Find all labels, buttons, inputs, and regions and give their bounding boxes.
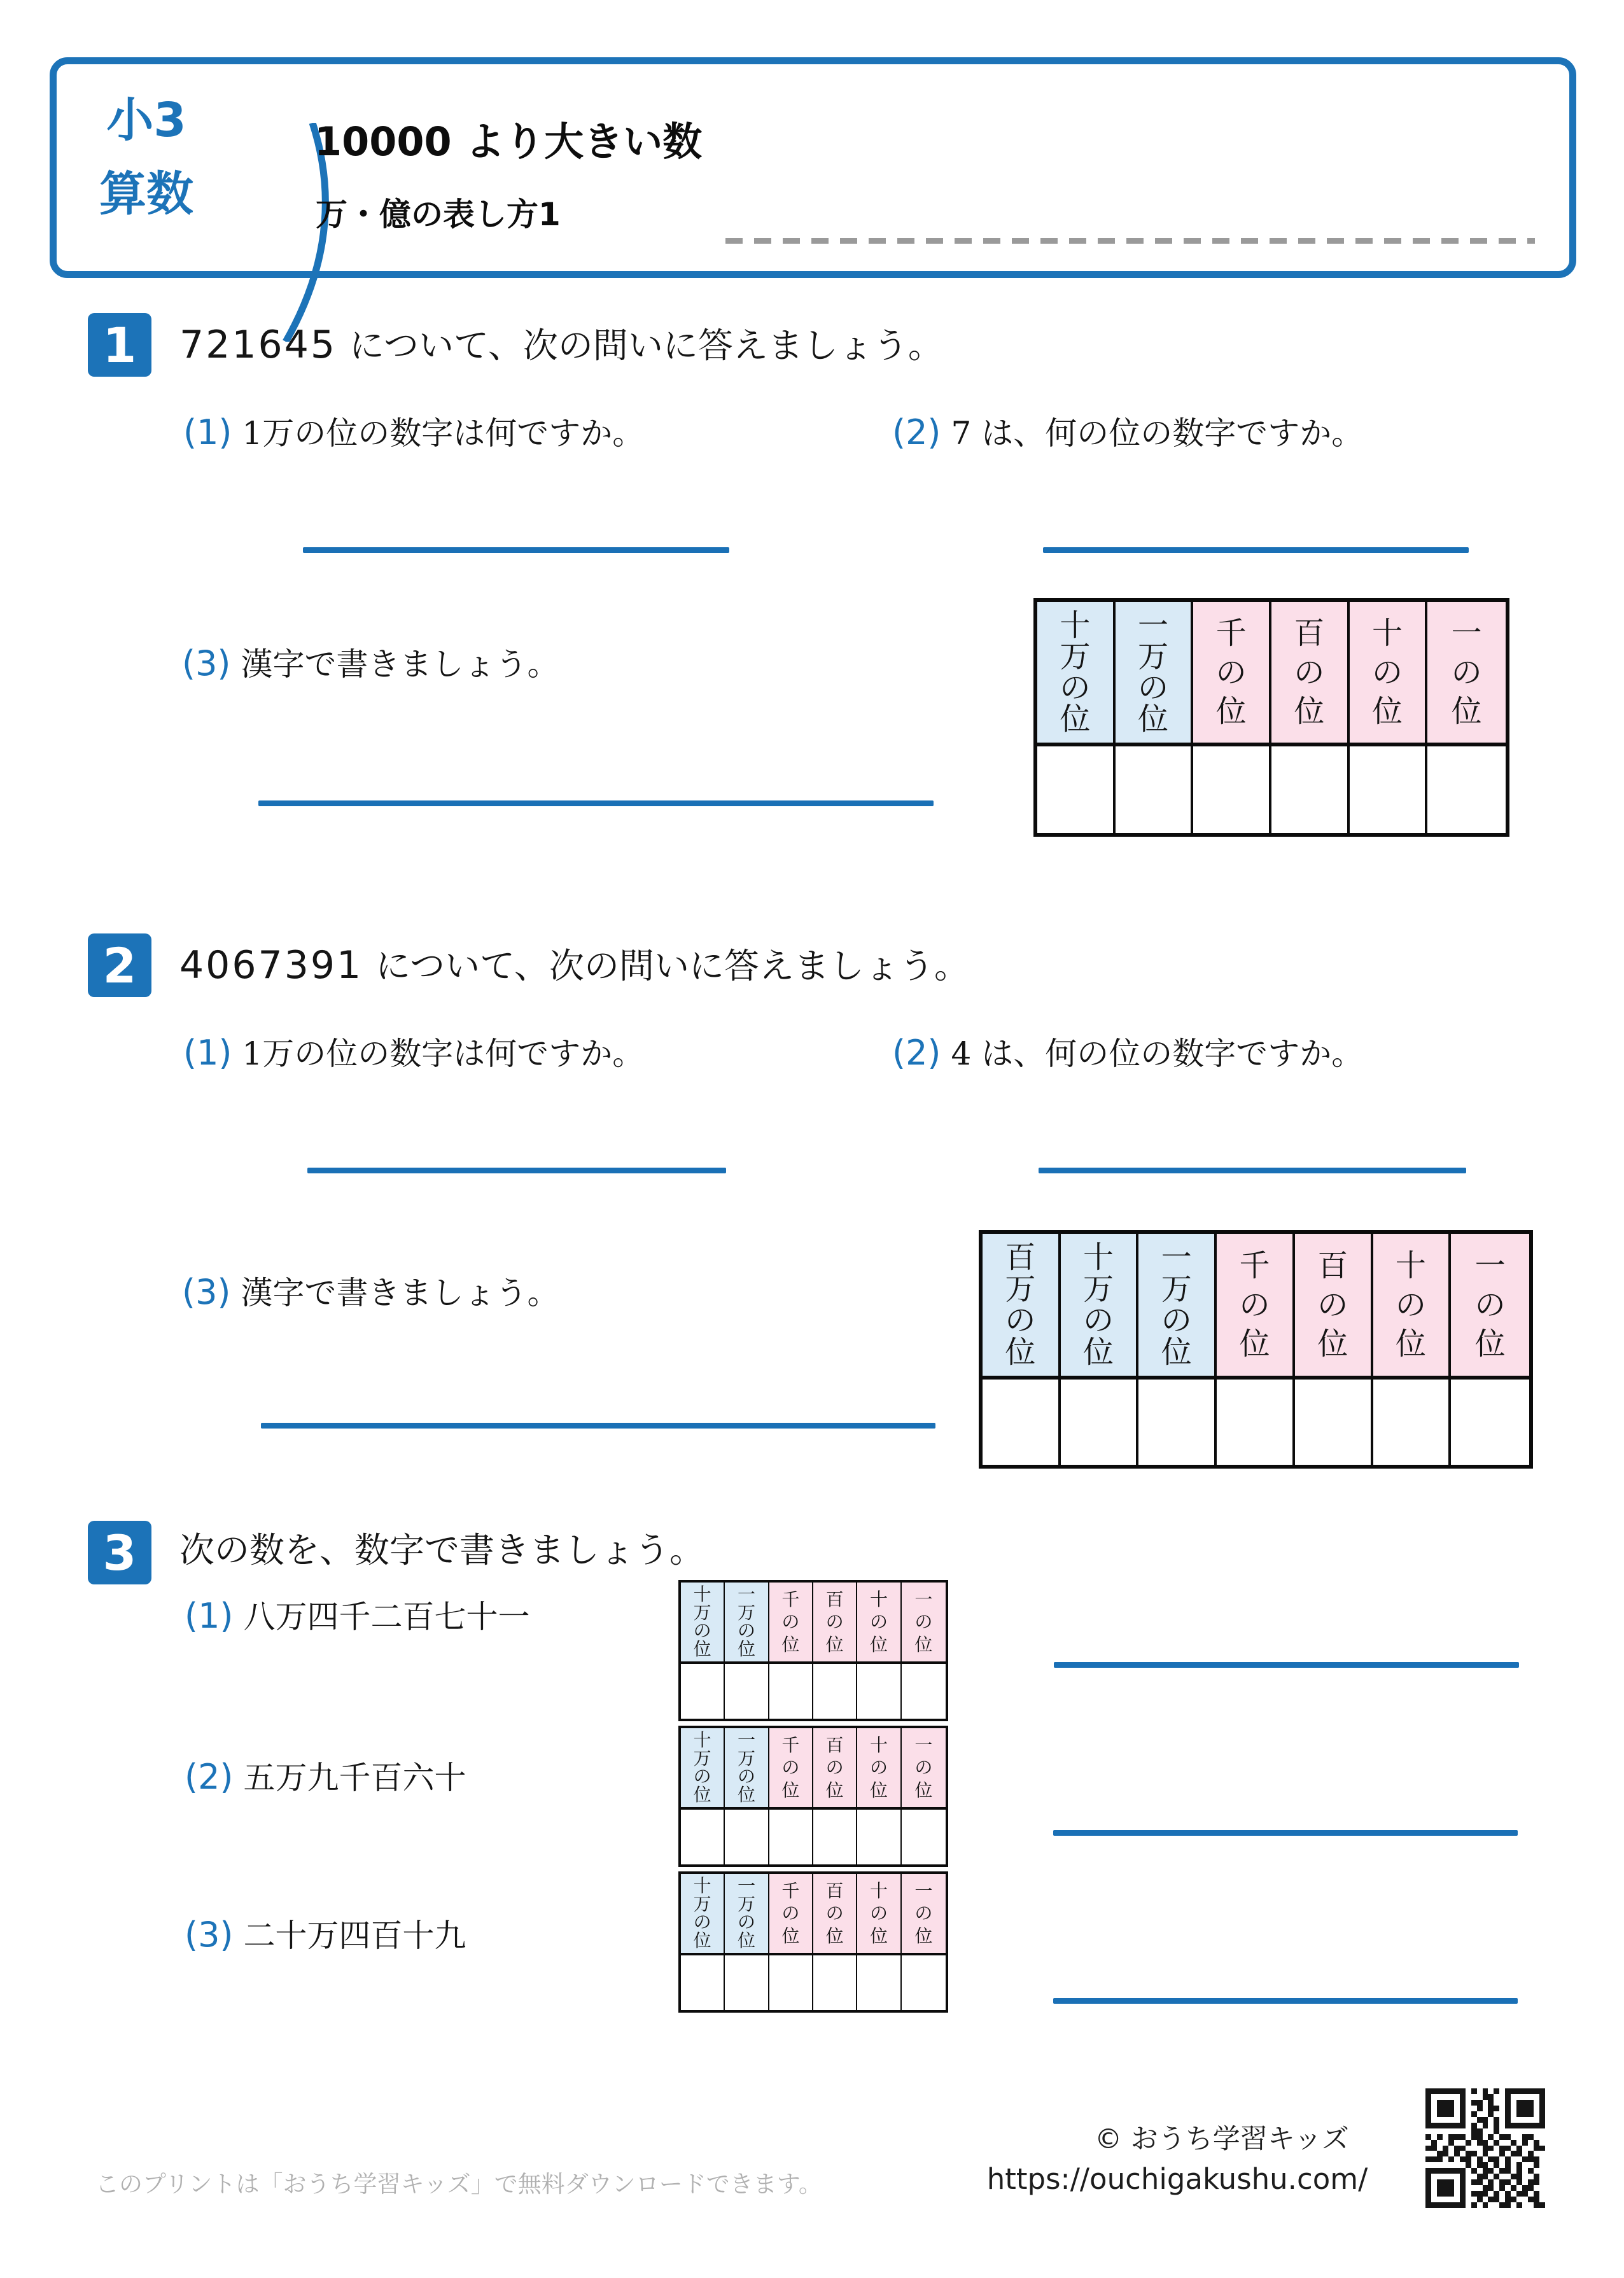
- place-answer-cell[interactable]: [813, 1664, 857, 1719]
- question-1-1: [183, 409, 644, 457]
- place-answer-cell[interactable]: [1427, 746, 1506, 833]
- question-1-3: [182, 639, 559, 688]
- place-header-cell: 千 の 位: [1193, 602, 1271, 746]
- place-header-cell: 十 万 の 位: [681, 1728, 725, 1810]
- question-1-3-label: (3): [182, 643, 231, 683]
- place-header-cell: 百 の 位: [813, 1728, 857, 1810]
- place-value-table-3-2: [678, 1726, 948, 1867]
- place-answer-cell[interactable]: [983, 1380, 1061, 1465]
- question-1-1-text: 1万の位の数字は何ですか。: [242, 415, 645, 452]
- question-3-1: [185, 1592, 530, 1640]
- place-answer-cell[interactable]: [1138, 1380, 1217, 1465]
- answer-line-3-2[interactable]: [1053, 1830, 1518, 1836]
- place-header-cell: 一 の 位: [902, 1583, 946, 1664]
- place-answer-cell[interactable]: [725, 1810, 769, 1864]
- subject-label: 算数: [99, 167, 193, 221]
- question-2-3: [182, 1268, 559, 1317]
- place-answer-cell[interactable]: [857, 1664, 901, 1719]
- problem-3-heading: [179, 1528, 704, 1572]
- problem-2-number: 4067391: [179, 943, 363, 988]
- question-2-2: [892, 1029, 1363, 1077]
- problem-1-badge: 1: [88, 313, 151, 377]
- problem-1-heading: [179, 321, 943, 369]
- question-2-3-label: (3): [182, 1272, 231, 1312]
- footer-note: このプリントは「おうち学習キッズ」で無料ダウンロードできます。: [95, 2170, 822, 2198]
- place-header-cell: 十 万 の 位: [681, 1874, 725, 1955]
- place-answer-cell[interactable]: [902, 1955, 946, 2010]
- problem-2-badge: 2: [88, 933, 151, 997]
- place-answer-cell[interactable]: [1037, 746, 1116, 833]
- answer-line-2-2[interactable]: [1039, 1168, 1466, 1173]
- answer-line-1-3[interactable]: [258, 800, 934, 806]
- question-3-2-text: 五万九千百六十: [243, 1759, 466, 1796]
- place-header-cell: 一 の 位: [1427, 602, 1506, 746]
- answer-line-1-1[interactable]: [303, 547, 729, 553]
- place-answer-cell[interactable]: [681, 1955, 725, 2010]
- question-3-1-label: (1): [185, 1596, 234, 1636]
- qr-code-image: [1425, 2088, 1545, 2208]
- place-header-cell: 百 の 位: [1295, 1234, 1373, 1380]
- place-header-cell: 千 の 位: [1217, 1234, 1295, 1380]
- question-3-2-label: (2): [185, 1757, 234, 1797]
- place-header-cell: 百 の 位: [1271, 602, 1350, 746]
- place-header-cell: 十 万 の 位: [681, 1583, 725, 1664]
- place-header-cell: 百 万 の 位: [983, 1234, 1061, 1380]
- place-answer-cell[interactable]: [1193, 746, 1271, 833]
- worksheet-header-box: [50, 57, 1576, 278]
- question-1-2: [892, 409, 1363, 457]
- place-header-cell: 一 万 の 位: [1116, 602, 1194, 746]
- question-3-2: [185, 1753, 466, 1801]
- question-2-2-text: 4 は、何の位の数字ですか。: [951, 1035, 1364, 1072]
- problem-3-heading-text: 次の数を、数字で書きましょう。: [179, 1530, 705, 1570]
- place-value-table-3-1: [678, 1580, 948, 1721]
- question-3-1-text: 八万四千二百七十一: [243, 1598, 530, 1635]
- place-answer-cell[interactable]: [1295, 1380, 1373, 1465]
- place-header-cell: 十 万 の 位: [1037, 602, 1116, 746]
- question-2-1-text: 1万の位の数字は何ですか。: [242, 1035, 645, 1072]
- question-1-3-text: 漢字で書きましょう。: [241, 646, 559, 683]
- place-answer-cell[interactable]: [857, 1955, 901, 2010]
- question-2-3-text: 漢字で書きましょう。: [241, 1275, 559, 1311]
- place-value-table-3-3: [678, 1871, 948, 2013]
- question-2-1-label: (1): [183, 1033, 232, 1073]
- answer-line-3-1[interactable]: [1054, 1662, 1519, 1668]
- place-answer-cell[interactable]: [813, 1810, 857, 1864]
- place-answer-cell[interactable]: [769, 1955, 813, 2010]
- place-answer-cell[interactable]: [725, 1955, 769, 2010]
- place-answer-cell[interactable]: [769, 1810, 813, 1864]
- question-2-1: [183, 1029, 644, 1077]
- question-3-3-label: (3): [185, 1915, 234, 1955]
- answer-line-3-3[interactable]: [1053, 1998, 1518, 2004]
- place-answer-cell[interactable]: [813, 1955, 857, 2010]
- worksheet-title: 10000 より大きい数: [314, 118, 703, 165]
- question-1-1-label: (1): [183, 412, 232, 452]
- place-answer-cell[interactable]: [1350, 746, 1428, 833]
- place-answer-cell[interactable]: [769, 1664, 813, 1719]
- problem-2-heading-text: について、次の問いに答えましょう。: [375, 946, 970, 986]
- name-line[interactable]: [725, 238, 1535, 244]
- place-value-table-1: [1033, 598, 1509, 837]
- place-answer-cell[interactable]: [1451, 1380, 1529, 1465]
- question-1-2-label: (2): [892, 412, 941, 452]
- problem-1-number: 721645: [179, 323, 337, 367]
- place-answer-cell[interactable]: [902, 1664, 946, 1719]
- question-2-2-label: (2): [892, 1033, 941, 1073]
- worksheet-subtitle: 万・億の表し方1: [316, 196, 561, 233]
- place-header-cell: 千 の 位: [769, 1728, 813, 1810]
- answer-line-2-3[interactable]: [261, 1423, 935, 1429]
- place-header-cell: 一 の 位: [1451, 1234, 1529, 1380]
- question-1-2-text: 7 は、何の位の数字ですか。: [951, 415, 1364, 452]
- place-answer-cell[interactable]: [1271, 746, 1350, 833]
- place-header-cell: 十 万 の 位: [1061, 1234, 1139, 1380]
- copyright-text: © おうち学習キッズ: [1095, 2123, 1349, 2155]
- place-answer-cell[interactable]: [902, 1810, 946, 1864]
- question-3-3-text: 二十万四百十九: [243, 1917, 466, 1954]
- place-answer-cell[interactable]: [1061, 1380, 1139, 1465]
- place-header-cell: 十 の 位: [857, 1728, 901, 1810]
- place-header-cell: 一 の 位: [902, 1728, 946, 1810]
- place-header-cell: 千 の 位: [769, 1583, 813, 1664]
- place-header-cell: 十 の 位: [857, 1583, 901, 1664]
- place-header-cell: 百 の 位: [813, 1874, 857, 1955]
- answer-line-2-1[interactable]: [307, 1168, 726, 1173]
- place-value-table-2: [979, 1230, 1533, 1469]
- place-header-cell: 一 万 の 位: [725, 1583, 769, 1664]
- place-header-cell: 千 の 位: [769, 1874, 813, 1955]
- problem-3-badge: 3: [88, 1521, 151, 1584]
- question-3-3: [185, 1911, 466, 1959]
- place-header-cell: 一 の 位: [902, 1874, 946, 1955]
- problem-2-heading: [179, 942, 969, 989]
- grade-label: 小3: [106, 93, 186, 148]
- answer-line-1-2[interactable]: [1043, 547, 1469, 553]
- place-answer-cell[interactable]: [1373, 1380, 1452, 1465]
- problem-1-heading-text: について、次の問いに答えましょう。: [349, 325, 943, 366]
- place-answer-cell[interactable]: [857, 1810, 901, 1864]
- place-header-cell: 一 万 の 位: [725, 1728, 769, 1810]
- place-header-cell: 十 の 位: [1373, 1234, 1452, 1380]
- place-answer-cell[interactable]: [725, 1664, 769, 1719]
- place-header-cell: 十 の 位: [1350, 602, 1428, 746]
- place-header-cell: 一 万 の 位: [1138, 1234, 1217, 1380]
- place-header-cell: 一 万 の 位: [725, 1874, 769, 1955]
- place-answer-cell[interactable]: [681, 1810, 725, 1864]
- place-answer-cell[interactable]: [681, 1664, 725, 1719]
- place-answer-cell[interactable]: [1116, 746, 1194, 833]
- site-url: https://ouchigakushu.com/: [986, 2162, 1368, 2196]
- place-header-cell: 十 の 位: [857, 1874, 901, 1955]
- place-answer-cell[interactable]: [1217, 1380, 1295, 1465]
- place-header-cell: 百 の 位: [813, 1583, 857, 1664]
